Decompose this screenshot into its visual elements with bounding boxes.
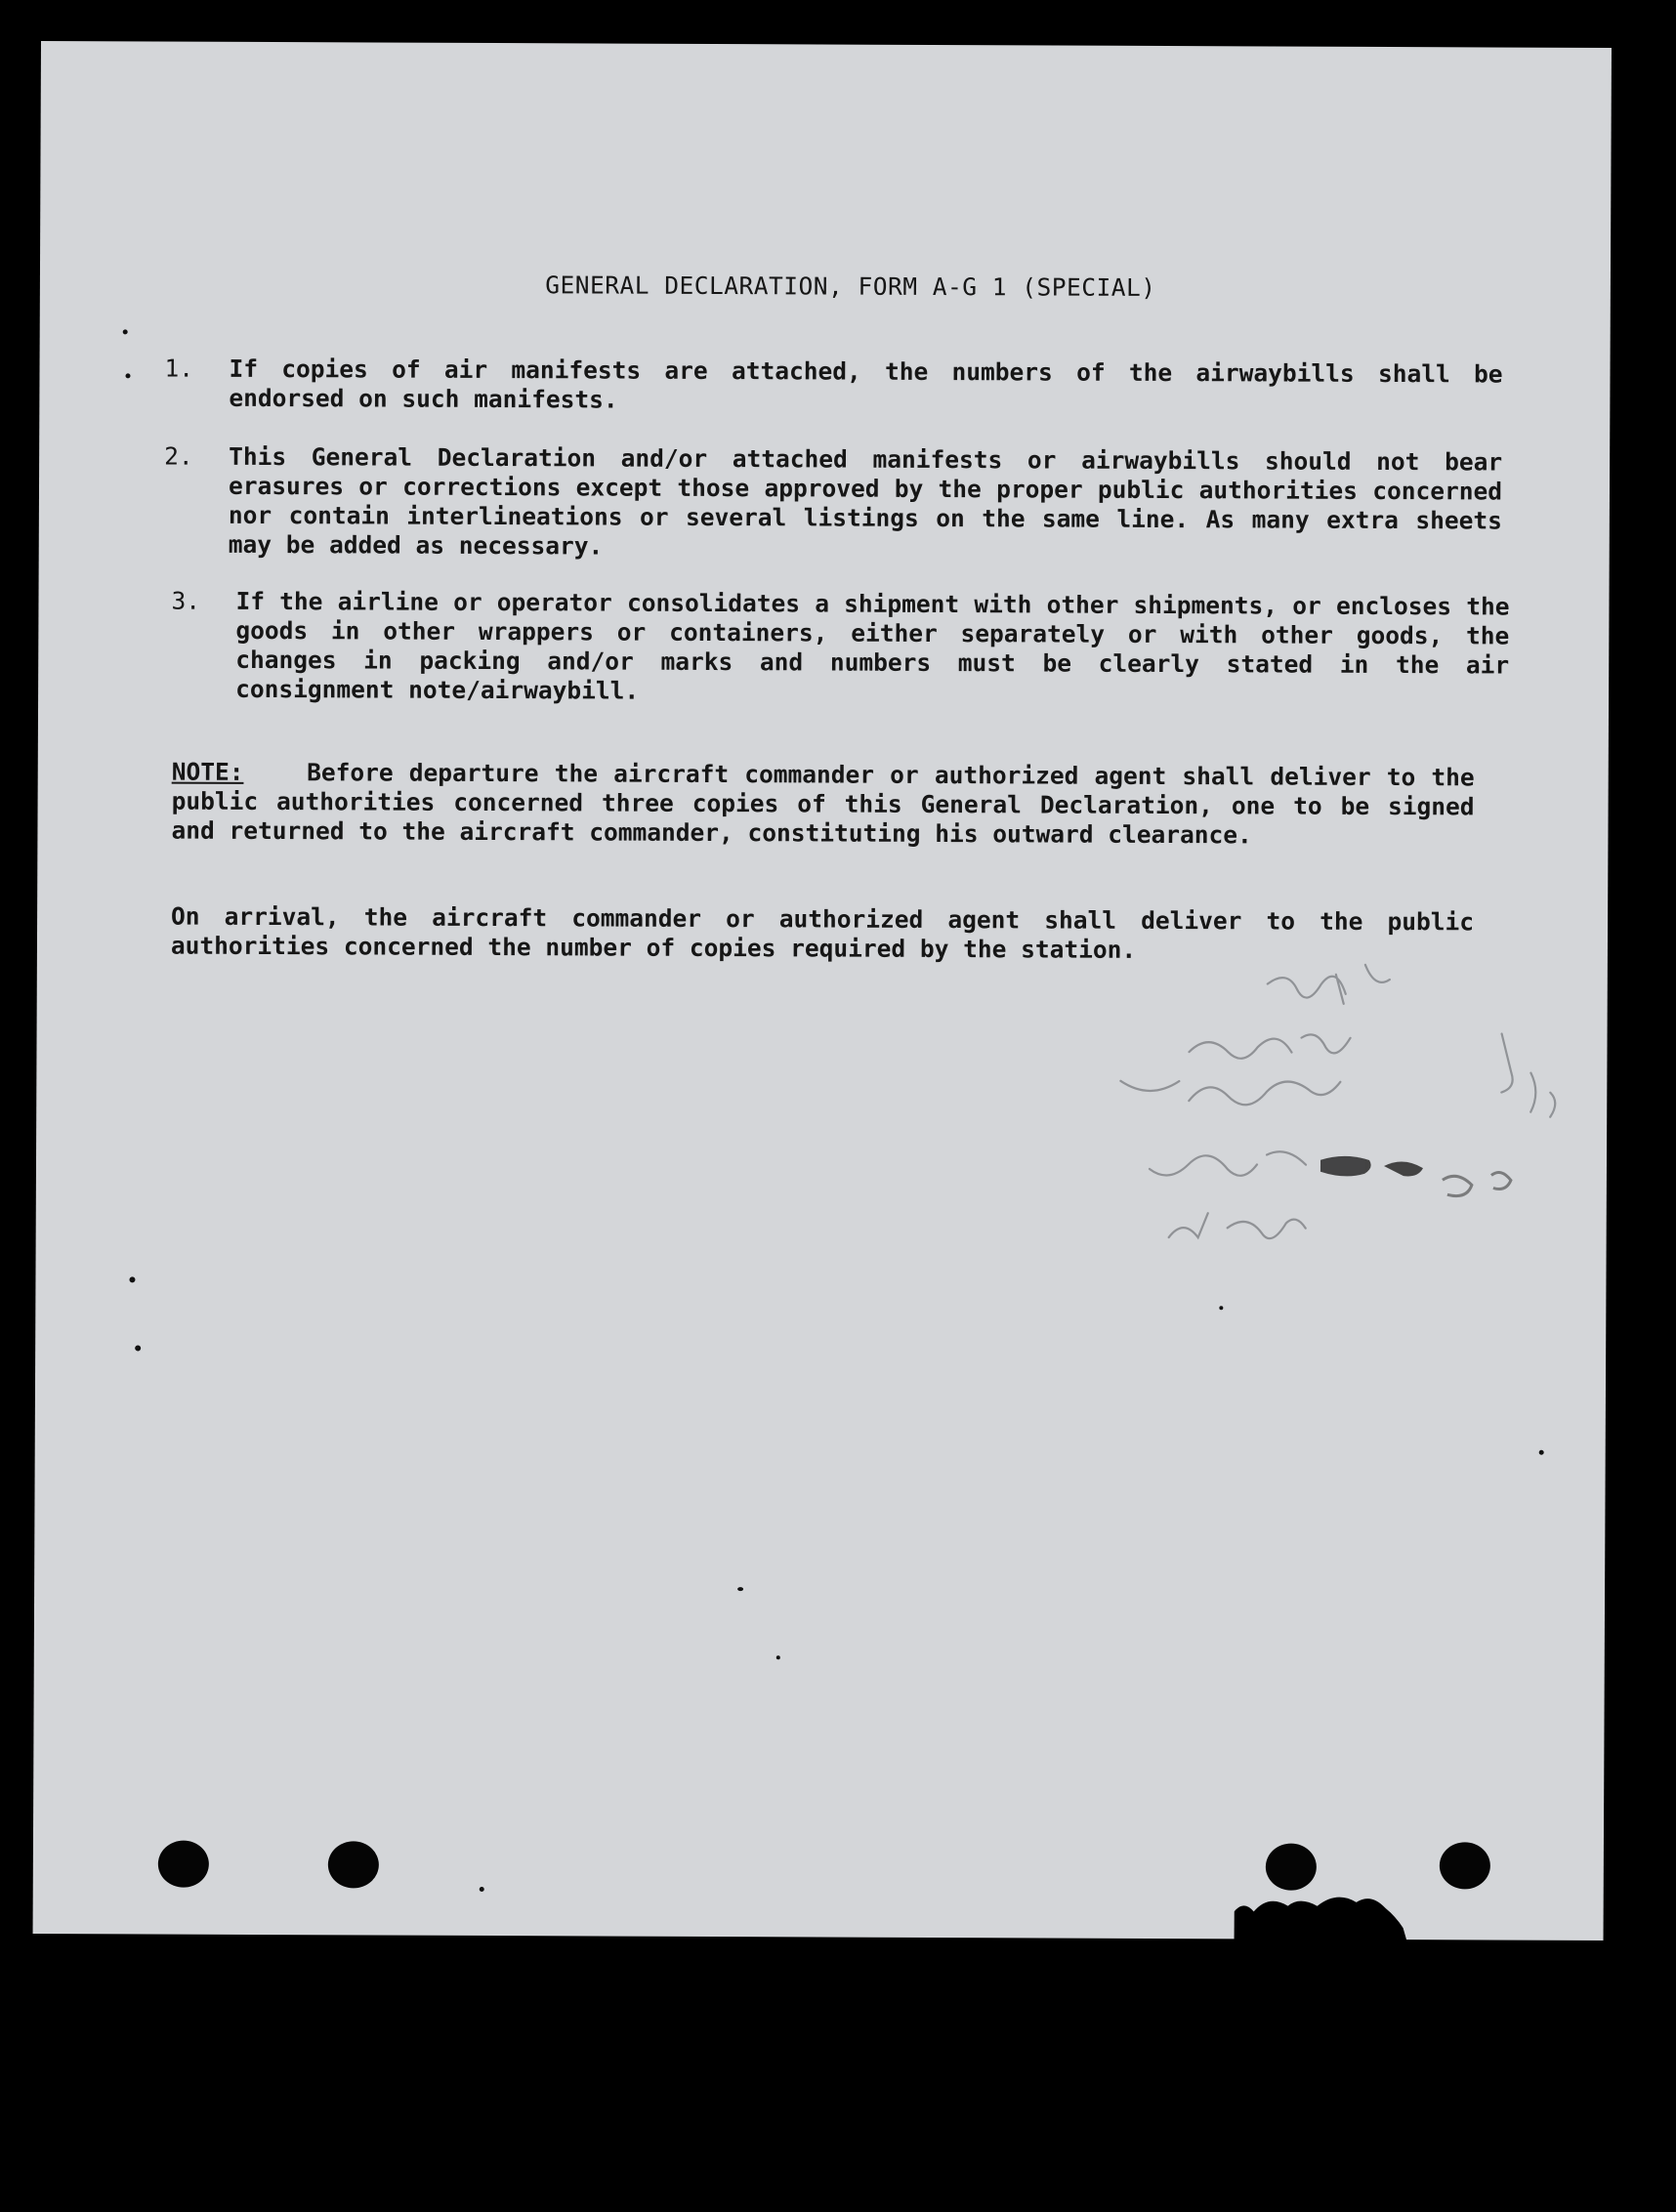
margin-speck (123, 329, 128, 334)
item-text: This General Declaration and/or attached manifests or airwaybills should not bear erasures or corrections except those approved by the proper public authorities concerned nor contain interlineations or several listings on the same line. As many extra sheets may be added as necessary. (228, 441, 1503, 561)
punch-hole (1266, 1843, 1317, 1890)
margin-speck (776, 1655, 780, 1659)
note-label: NOTE: (171, 757, 244, 786)
note-paragraph (171, 758, 1474, 852)
torn-edge (1234, 1892, 1448, 1951)
punch-hole (328, 1841, 379, 1888)
item-text: If the airline or operator consolidates a shipment with other shipments, or encloses the goods in other wrappers or containers, either separately or with other goods, the changes in packing and/or marks and numbers must be clearly stated in the air consignment note/airwaybill. (235, 586, 1510, 705)
margin-speck (1219, 1306, 1223, 1310)
document-title: GENERAL DECLARATION, FORM A-G 1 (SPECIAL) (545, 271, 1156, 302)
item-number: 2. (164, 441, 193, 471)
item-number: 3. (171, 586, 201, 615)
item-text: If copies of air manifests are attached, the numbers of the airwaybills shall be endorsed on such manifests. (229, 354, 1503, 414)
margin-speck (125, 373, 130, 378)
margin-speck (1539, 1450, 1544, 1455)
margin-speck (737, 1587, 743, 1591)
arrival-paragraph: On arrival, the aircraft commander or authorized agent shall deliver to the public authorities concerned the number of copies required by the station. (170, 901, 1475, 964)
instruction-item-1 (164, 355, 1502, 419)
item-number: 1. (164, 354, 194, 383)
handwritten-annotation (1070, 944, 1580, 1356)
document-page (33, 41, 1612, 1941)
margin-speck (480, 1887, 484, 1892)
instruction-item-3 (171, 587, 1510, 710)
note-text: Before departure the aircraft commander or authorized agent shall deliver to the public authorities concerned three copies of this General Declaration, one to be signed and returned to the aircraft commander, constituting his outward clearance. (171, 758, 1475, 850)
margin-speck (135, 1345, 141, 1351)
margin-speck (129, 1276, 135, 1282)
instruction-item-2 (164, 442, 1503, 565)
punch-hole (158, 1841, 209, 1888)
punch-hole (1440, 1842, 1490, 1889)
